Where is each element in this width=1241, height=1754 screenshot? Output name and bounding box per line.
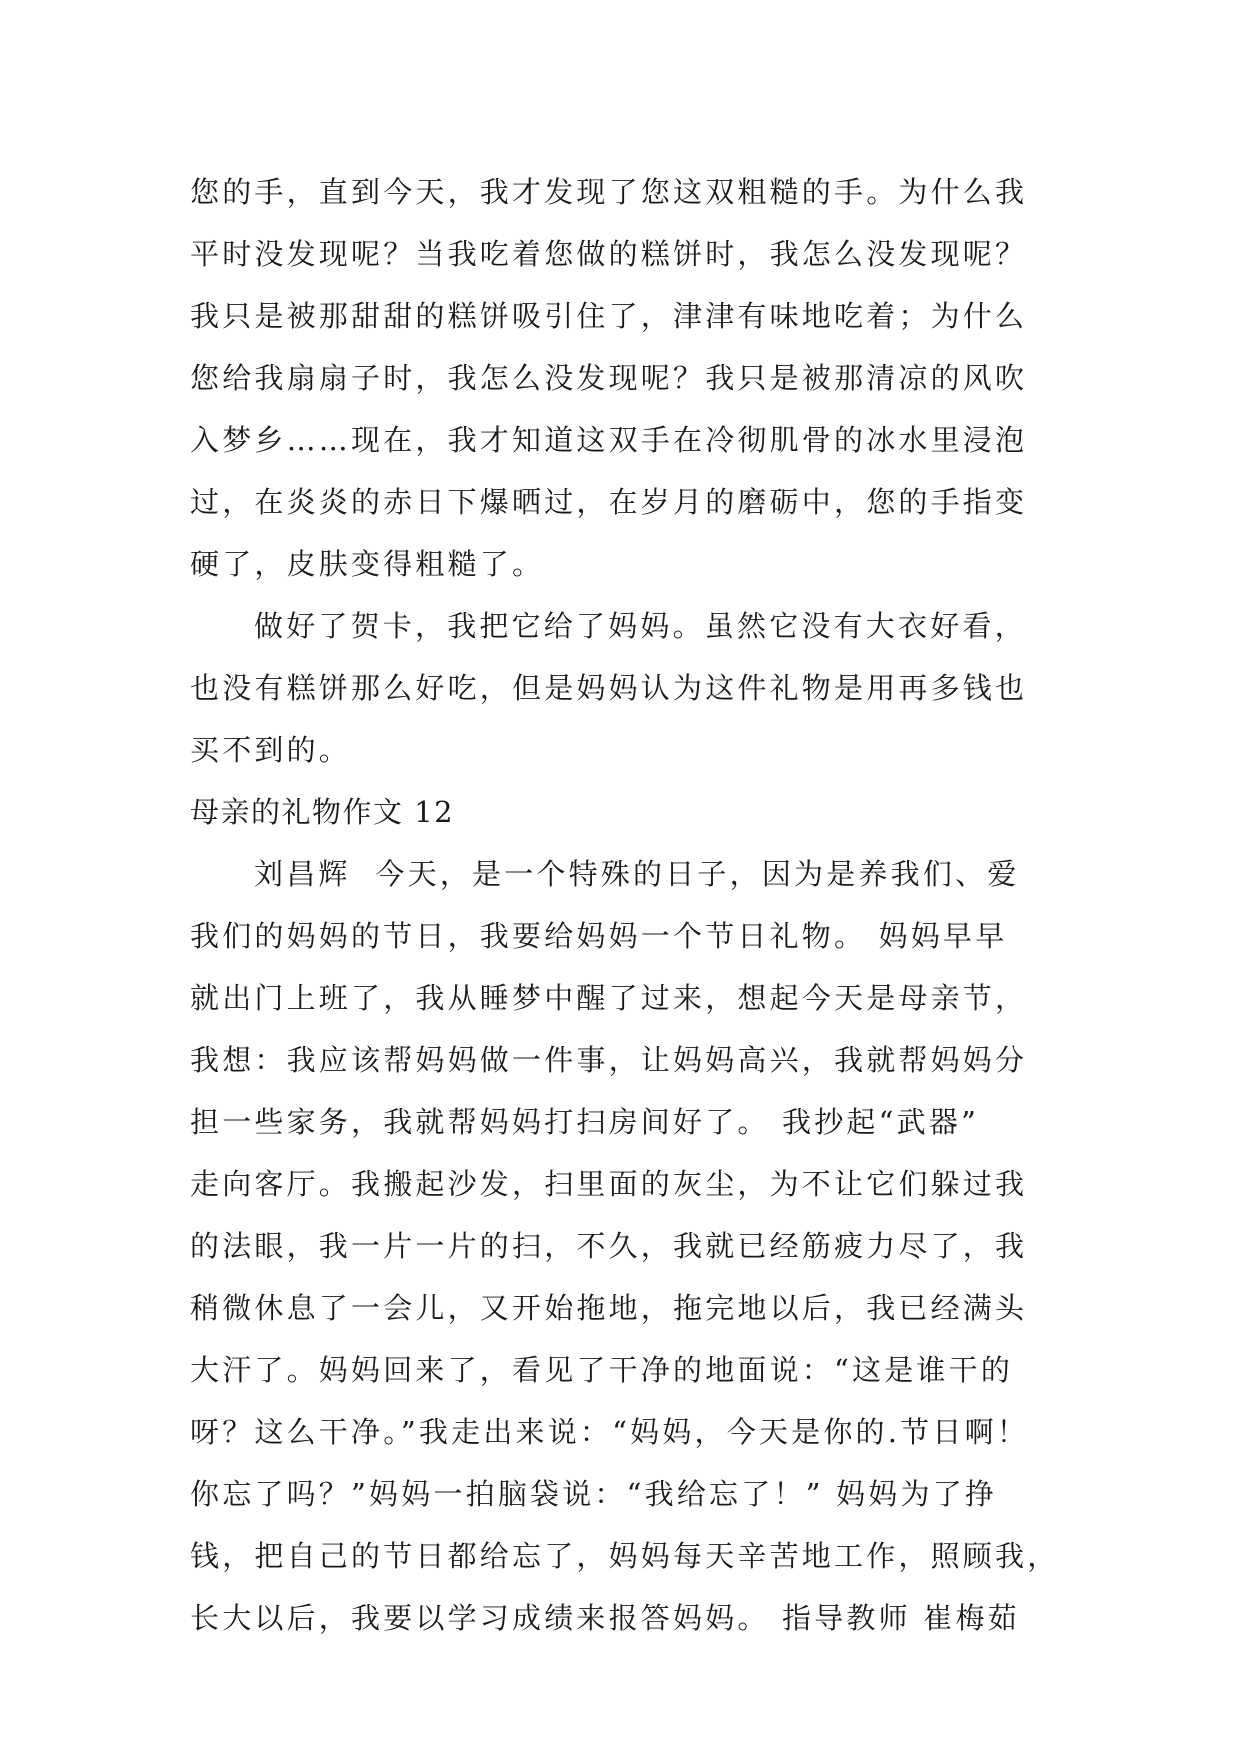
text-line: 我只是被那甜甜的糕饼吸引住了，津津有味地吃着；为什么 bbox=[190, 299, 1028, 333]
text-line: 走向客厅。我搬起沙发，扫里面的灰尘，为不让它们躲过我 bbox=[190, 1167, 1028, 1201]
text-line: 呀？这么干净。”我走出来说：“妈妈，今天是你的.节日啊！ bbox=[190, 1415, 1029, 1449]
text-line: 钱，把自己的节日都给忘了，妈妈每天辛苦地工作，照顾我， bbox=[190, 1539, 1060, 1573]
text-line: 您的手，直到今天，我才发现了您这双粗糙的手。为什么我 bbox=[190, 175, 1028, 209]
text-line: 就出门上班了，我从睡梦中醒了过来，想起今天是母亲节， bbox=[190, 981, 1028, 1015]
text-line: 长大以后，我要以学习成绩来报答妈妈。 指导教师 崔梅茹 bbox=[190, 1601, 1020, 1635]
text-line: 硬了，皮肤变得粗糙了。 bbox=[190, 547, 545, 581]
text-line: 也没有糕饼那么好吃，但是妈妈认为这件礼物是用再多钱也 bbox=[190, 671, 1028, 705]
text-line: 入梦乡……现在，我才知道这双手在冷彻肌骨的冰水里浸泡 bbox=[190, 423, 1028, 457]
text-line: 买不到的。 bbox=[190, 733, 352, 767]
text-line: 大汗了。妈妈回来了，看见了干净的地面说：“这是谁干的 bbox=[190, 1353, 1014, 1387]
text-line: 我们的妈妈的节日，我要给妈妈一个节日礼物。 妈妈早早 bbox=[190, 919, 1008, 953]
section-heading: 母亲的礼物作文 12 bbox=[190, 795, 455, 829]
essay-body bbox=[190, 161, 1070, 1649]
text-line: 你忘了吗？”妈妈一拍脑袋说：“我给忘了！” 妈妈为了挣 bbox=[190, 1477, 998, 1511]
text-line: 您给我扇扇子时，我怎么没发现呢？我只是被那清凉的风吹 bbox=[190, 361, 1028, 395]
paragraph-start-line: 刘昌辉 今天，是一个特殊的日子，因为是养我们、爱 bbox=[254, 857, 1020, 891]
text-line: 过，在炎炎的赤日下爆晒过，在岁月的磨砺中，您的手指变 bbox=[190, 485, 1028, 519]
text-line: 稍微休息了一会儿，又开始拖地，拖完地以后，我已经满头 bbox=[190, 1291, 1028, 1325]
paragraph-start-line: 做好了贺卡，我把它给了妈妈。虽然它没有大衣好看， bbox=[254, 609, 1027, 643]
text-line: 我想：我应该帮妈妈做一件事，让妈妈高兴，我就帮妈妈分 bbox=[190, 1043, 1028, 1077]
text-line: 的法眼，我一片一片的扫，不久，我就已经筋疲力尽了，我 bbox=[190, 1229, 1028, 1263]
text-line: 平时没发现呢？当我吃着您做的糕饼时，我怎么没发现呢？ bbox=[190, 237, 1028, 271]
text-line: 担一些家务，我就帮妈妈打扫房间好了。 我抄起“武器” bbox=[190, 1105, 980, 1139]
